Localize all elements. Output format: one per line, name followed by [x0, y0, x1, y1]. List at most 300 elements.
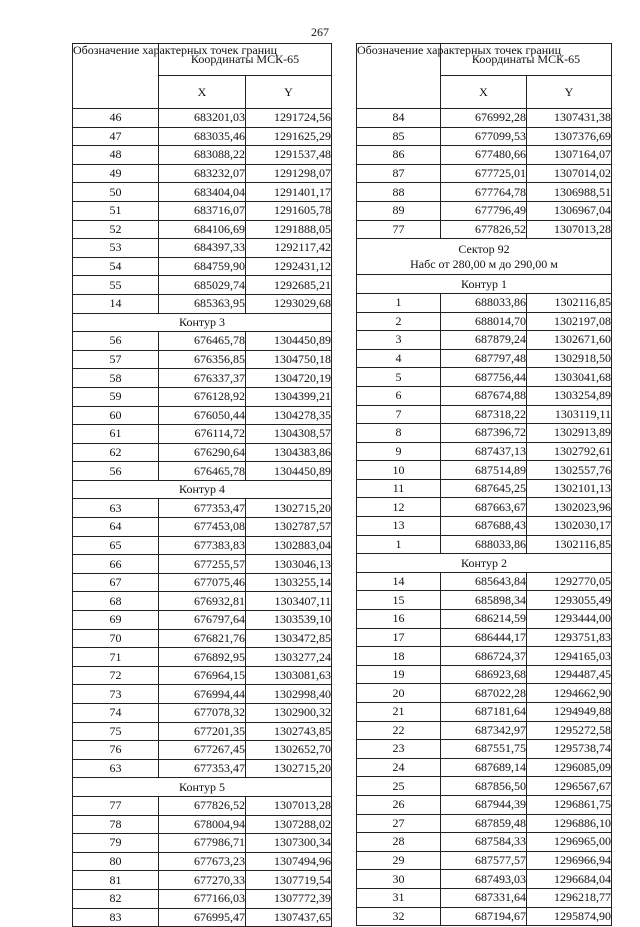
- point-number: 61: [73, 425, 159, 444]
- table-row: [357, 684, 612, 703]
- y-coordinate: 1302671,60: [527, 331, 612, 350]
- table-row: [73, 815, 332, 834]
- y-coordinate: 1304278,35: [246, 406, 332, 425]
- x-coordinate: 677673,23: [159, 852, 246, 871]
- table-row: [73, 889, 332, 908]
- y-coordinate: 1304399,21: [246, 387, 332, 406]
- point-number: 48: [73, 146, 159, 165]
- point-number: 72: [73, 666, 159, 685]
- point-number: 50: [73, 183, 159, 202]
- table-row: [357, 442, 612, 461]
- y-coordinate: 1294487,45: [527, 665, 612, 684]
- table-row: [73, 387, 332, 406]
- x-coordinate: 686923,68: [441, 665, 527, 684]
- y-coordinate: 1303255,14: [246, 573, 332, 592]
- table-row: [357, 201, 612, 220]
- y-coordinate: 1291888,05: [246, 220, 332, 239]
- table-row: [357, 591, 612, 610]
- table-row: [73, 127, 332, 146]
- contour-caption-row: [357, 554, 612, 573]
- y-coordinate: 1291724,56: [246, 109, 332, 128]
- point-number: 52: [73, 220, 159, 239]
- y-coordinate: 1291401,17: [246, 183, 332, 202]
- x-coordinate: 677078,32: [159, 704, 246, 723]
- table-row: [73, 834, 332, 853]
- point-number: 5: [357, 368, 441, 387]
- y-coordinate: 1307376,69: [527, 127, 612, 146]
- point-number: 46: [73, 109, 159, 128]
- x-coordinate: 676465,78: [159, 332, 246, 351]
- x-coordinate: 677099,53: [441, 127, 527, 146]
- table-row: [73, 722, 332, 741]
- table-row: [357, 907, 612, 926]
- point-number: 74: [73, 704, 159, 723]
- y-coordinate: 1296567,67: [527, 777, 612, 796]
- table-row: [73, 220, 332, 239]
- point-number: 66: [73, 555, 159, 574]
- point-number: 60: [73, 406, 159, 425]
- x-coordinate: 677764,78: [441, 183, 527, 202]
- y-coordinate: 1304308,57: [246, 425, 332, 444]
- table-row: [73, 369, 332, 388]
- x-coordinate: 685029,74: [159, 276, 246, 295]
- point-number: 9: [357, 442, 441, 461]
- x-coordinate: 684397,33: [159, 239, 246, 258]
- point-number: 13: [357, 517, 441, 536]
- x-coordinate: 687688,43: [441, 517, 527, 536]
- x-coordinate: 676821,76: [159, 629, 246, 648]
- y-coordinate: 1302998,40: [246, 685, 332, 704]
- point-number: 57: [73, 350, 159, 369]
- coordinates-header: Координаты МСК-65: [441, 44, 612, 76]
- x-coordinate: 676290,64: [159, 443, 246, 462]
- y-coordinate: 1296684,04: [527, 870, 612, 889]
- table-row: [73, 555, 332, 574]
- table-row: [357, 461, 612, 480]
- table-row: [357, 368, 612, 387]
- table-row: [73, 406, 332, 425]
- y-coordinate: 1291298,07: [246, 164, 332, 183]
- point-number: 8: [357, 424, 441, 443]
- y-coordinate: 1302116,85: [527, 293, 612, 312]
- x-coordinate: 687645,25: [441, 479, 527, 498]
- table-row: [357, 721, 612, 740]
- x-coordinate: 676356,85: [159, 350, 246, 369]
- x-coordinate: 676995,47: [159, 908, 246, 927]
- contour-caption: Контур 4: [73, 480, 332, 499]
- y-coordinate: 1302715,20: [246, 499, 332, 518]
- point-number: 20: [357, 684, 441, 703]
- sector-caption-line: Сектор 92: [458, 241, 510, 256]
- table-row: [357, 888, 612, 907]
- point-number: 88: [357, 183, 441, 202]
- table-row: [73, 852, 332, 871]
- table-row: [357, 851, 612, 870]
- y-column-header: Y: [246, 76, 332, 109]
- x-coordinate: 677796,49: [441, 201, 527, 220]
- point-number: 12: [357, 498, 441, 517]
- point-number: 77: [73, 796, 159, 815]
- y-coordinate: 1302787,57: [246, 518, 332, 537]
- y-coordinate: 1302197,08: [527, 312, 612, 331]
- table-row: [73, 425, 332, 444]
- y-coordinate: 1303277,24: [246, 648, 332, 667]
- x-coordinate: 677353,47: [159, 499, 246, 518]
- y-coordinate: 1303407,11: [246, 592, 332, 611]
- coordinates-table-right: [356, 43, 612, 926]
- table-row: [357, 665, 612, 684]
- table-row: [357, 814, 612, 833]
- point-number: 79: [73, 834, 159, 853]
- y-coordinate: 1295874,90: [527, 907, 612, 926]
- y-coordinate: 1302652,70: [246, 741, 332, 760]
- table-row: [73, 443, 332, 462]
- y-coordinate: 1294662,90: [527, 684, 612, 703]
- point-designation-header: Обозначение характерных точек границ: [73, 44, 159, 109]
- x-coordinate: 677383,83: [159, 536, 246, 555]
- table-row: [73, 332, 332, 351]
- x-coordinate: 688033,86: [441, 535, 527, 554]
- table-row: [357, 127, 612, 146]
- x-coordinate: 677826,52: [441, 220, 527, 239]
- x-coordinate: 683035,46: [159, 127, 246, 146]
- y-coordinate: 1302715,20: [246, 759, 332, 778]
- table-row: [73, 759, 332, 778]
- point-number: 2: [357, 312, 441, 331]
- y-coordinate: 1294949,88: [527, 703, 612, 722]
- table-row: [357, 628, 612, 647]
- x-coordinate: 687318,22: [441, 405, 527, 424]
- y-coordinate: 1302116,85: [527, 535, 612, 554]
- y-coordinate: 1303472,85: [246, 629, 332, 648]
- point-number: 64: [73, 518, 159, 537]
- x-column-header: X: [441, 76, 527, 109]
- y-coordinate: 1306967,04: [527, 201, 612, 220]
- y-coordinate: 1307772,39: [246, 889, 332, 908]
- table-row: [357, 405, 612, 424]
- table-row: [73, 294, 332, 313]
- x-coordinate: 686214,59: [441, 610, 527, 629]
- contour-caption-row: [73, 778, 332, 797]
- y-coordinate: 1292685,21: [246, 276, 332, 295]
- point-number: 28: [357, 833, 441, 852]
- x-coordinate: 685363,95: [159, 294, 246, 313]
- y-coordinate: 1307288,02: [246, 815, 332, 834]
- x-coordinate: 677725,01: [441, 164, 527, 183]
- x-coordinate: 676797,64: [159, 611, 246, 630]
- point-number: 30: [357, 870, 441, 889]
- x-coordinate: 683088,22: [159, 146, 246, 165]
- x-coordinate: 686724,37: [441, 647, 527, 666]
- point-number: 18: [357, 647, 441, 666]
- table-row: [357, 795, 612, 814]
- x-column-header: X: [159, 76, 246, 109]
- x-coordinate: 677826,52: [159, 796, 246, 815]
- x-coordinate: 685898,34: [441, 591, 527, 610]
- table-row: [73, 257, 332, 276]
- point-number: 15: [357, 591, 441, 610]
- y-coordinate: 1303254,89: [527, 386, 612, 405]
- x-coordinate: 677270,33: [159, 871, 246, 890]
- x-coordinate: 687756,44: [441, 368, 527, 387]
- x-coordinate: 687879,24: [441, 331, 527, 350]
- table-row: [73, 629, 332, 648]
- y-coordinate: 1303046,13: [246, 555, 332, 574]
- y-coordinate: 1304720,19: [246, 369, 332, 388]
- y-coordinate: 1307164,07: [527, 146, 612, 165]
- point-number: 86: [357, 146, 441, 165]
- point-number: 11: [357, 479, 441, 498]
- y-coordinate: 1302883,04: [246, 536, 332, 555]
- y-coordinate: 1293055,49: [527, 591, 612, 610]
- x-coordinate: 687493,03: [441, 870, 527, 889]
- point-number: 49: [73, 164, 159, 183]
- x-coordinate: 687944,39: [441, 795, 527, 814]
- point-number: 67: [73, 573, 159, 592]
- point-number: 24: [357, 758, 441, 777]
- table-row: [357, 312, 612, 331]
- x-coordinate: 685643,84: [441, 572, 527, 591]
- y-coordinate: 1296218,77: [527, 888, 612, 907]
- x-coordinate: 677075,46: [159, 573, 246, 592]
- x-coordinate: 687181,64: [441, 703, 527, 722]
- x-coordinate: 677353,47: [159, 759, 246, 778]
- point-number: 78: [73, 815, 159, 834]
- table-row: [73, 164, 332, 183]
- point-designation-header: Обозначение характерных точек границ: [357, 44, 441, 109]
- table-row: [73, 685, 332, 704]
- x-coordinate: 687514,89: [441, 461, 527, 480]
- contour-caption: Контур 1: [357, 275, 612, 294]
- y-coordinate: 1302023,96: [527, 498, 612, 517]
- x-coordinate: 687342,97: [441, 721, 527, 740]
- table-row: [357, 610, 612, 629]
- sector-row: [357, 239, 612, 275]
- point-number: 71: [73, 648, 159, 667]
- contour-caption-row: [357, 275, 612, 294]
- y-coordinate: 1295738,74: [527, 740, 612, 759]
- y-coordinate: 1307013,28: [246, 796, 332, 815]
- y-coordinate: 1291605,78: [246, 201, 332, 220]
- y-coordinate: 1294165,03: [527, 647, 612, 666]
- y-coordinate: 1293444,00: [527, 610, 612, 629]
- point-number: 56: [73, 462, 159, 481]
- x-coordinate: 677453,08: [159, 518, 246, 537]
- table-row: [73, 611, 332, 630]
- x-coordinate: 676337,37: [159, 369, 246, 388]
- y-coordinate: 1304383,86: [246, 443, 332, 462]
- y-coordinate: 1291625,29: [246, 127, 332, 146]
- y-coordinate: 1303539,10: [246, 611, 332, 630]
- table-row: [357, 293, 612, 312]
- x-coordinate: 684106,69: [159, 220, 246, 239]
- table-row: [73, 741, 332, 760]
- point-number: 51: [73, 201, 159, 220]
- x-coordinate: 678004,94: [159, 815, 246, 834]
- x-coordinate: 688014,70: [441, 312, 527, 331]
- x-coordinate: 687022,28: [441, 684, 527, 703]
- table-row: [357, 703, 612, 722]
- table-row: [73, 462, 332, 481]
- table-row: [73, 648, 332, 667]
- y-coordinate: 1293029,68: [246, 294, 332, 313]
- y-coordinate: 1302743,85: [246, 722, 332, 741]
- coordinates-table-left: [72, 43, 332, 927]
- x-coordinate: 676465,78: [159, 462, 246, 481]
- x-coordinate: 677267,45: [159, 741, 246, 760]
- x-coordinate: 687797,48: [441, 349, 527, 368]
- table-row: [73, 536, 332, 555]
- point-number: 59: [73, 387, 159, 406]
- table-row: [73, 518, 332, 537]
- point-number: 76: [73, 741, 159, 760]
- x-coordinate: 676964,15: [159, 666, 246, 685]
- table-row: [357, 164, 612, 183]
- point-number: 10: [357, 461, 441, 480]
- point-number: 73: [73, 685, 159, 704]
- x-coordinate: 676932,81: [159, 592, 246, 611]
- table-row: [73, 239, 332, 258]
- x-coordinate: 676050,44: [159, 406, 246, 425]
- x-coordinate: 677480,66: [441, 146, 527, 165]
- table-row: [357, 833, 612, 852]
- table-row: [73, 350, 332, 369]
- y-coordinate: 1296861,75: [527, 795, 612, 814]
- table-row: [357, 386, 612, 405]
- x-coordinate: 687331,64: [441, 888, 527, 907]
- point-number: 6: [357, 386, 441, 405]
- table-row: [73, 499, 332, 518]
- y-coordinate: 1304450,89: [246, 332, 332, 351]
- sector-caption-line: Набс от 280,00 м до 290,00 м: [410, 256, 558, 271]
- point-number: 84: [357, 109, 441, 128]
- point-number: 47: [73, 127, 159, 146]
- point-number: 89: [357, 201, 441, 220]
- table-row: [357, 220, 612, 239]
- point-number: 83: [73, 908, 159, 927]
- point-number: 81: [73, 871, 159, 890]
- table-row: [357, 349, 612, 368]
- y-coordinate: 1307300,34: [246, 834, 332, 853]
- y-coordinate: 1291537,48: [246, 146, 332, 165]
- y-coordinate: 1296886,10: [527, 814, 612, 833]
- contour-caption: Контур 5: [73, 778, 332, 797]
- point-number: 27: [357, 814, 441, 833]
- x-coordinate: 677166,03: [159, 889, 246, 908]
- point-number: 65: [73, 536, 159, 555]
- point-number: 26: [357, 795, 441, 814]
- point-number: 25: [357, 777, 441, 796]
- point-number: 29: [357, 851, 441, 870]
- contour-caption-row: [73, 313, 332, 332]
- point-number: 58: [73, 369, 159, 388]
- point-number: 19: [357, 665, 441, 684]
- x-coordinate: 684759,90: [159, 257, 246, 276]
- point-number: 70: [73, 629, 159, 648]
- y-coordinate: 1307431,38: [527, 109, 612, 128]
- point-number: 53: [73, 239, 159, 258]
- point-number: 63: [73, 759, 159, 778]
- x-coordinate: 687856,50: [441, 777, 527, 796]
- point-number: 1: [357, 535, 441, 554]
- table-right-body: [357, 109, 612, 926]
- y-coordinate: 1302900,32: [246, 704, 332, 723]
- y-coordinate: 1306988,51: [527, 183, 612, 202]
- point-number: 82: [73, 889, 159, 908]
- point-number: 55: [73, 276, 159, 295]
- point-number: 63: [73, 499, 159, 518]
- table-row: [73, 146, 332, 165]
- table-row: [357, 424, 612, 443]
- table-left-body: [73, 109, 332, 927]
- x-coordinate: 676994,44: [159, 685, 246, 704]
- y-coordinate: 1304450,89: [246, 462, 332, 481]
- y-coordinate: 1302030,17: [527, 517, 612, 536]
- table-row: [73, 201, 332, 220]
- x-coordinate: 683201,03: [159, 109, 246, 128]
- table-row: [357, 535, 612, 554]
- x-coordinate: 687551,75: [441, 740, 527, 759]
- x-coordinate: 676128,92: [159, 387, 246, 406]
- x-coordinate: 683232,07: [159, 164, 246, 183]
- x-coordinate: 683404,04: [159, 183, 246, 202]
- point-number: 32: [357, 907, 441, 926]
- y-coordinate: 1307437,65: [246, 908, 332, 927]
- table-row: [73, 183, 332, 202]
- sector-caption: [357, 239, 612, 275]
- y-coordinate: 1303119,11: [527, 405, 612, 424]
- x-coordinate: 687194,67: [441, 907, 527, 926]
- point-number: 62: [73, 443, 159, 462]
- table-row: [73, 592, 332, 611]
- point-number: 14: [357, 572, 441, 591]
- y-coordinate: 1292117,42: [246, 239, 332, 258]
- point-number: 68: [73, 592, 159, 611]
- x-coordinate: 683716,07: [159, 201, 246, 220]
- point-number: 77: [357, 220, 441, 239]
- y-coordinate: 1307719,54: [246, 871, 332, 890]
- table-row: [357, 517, 612, 536]
- table-row: [357, 183, 612, 202]
- point-number: 7: [357, 405, 441, 424]
- x-coordinate: 688033,86: [441, 293, 527, 312]
- x-coordinate: 687584,33: [441, 833, 527, 852]
- point-number: 85: [357, 127, 441, 146]
- x-coordinate: 676992,28: [441, 109, 527, 128]
- x-coordinate: 687674,88: [441, 386, 527, 405]
- table-row: [357, 647, 612, 666]
- y-coordinate: 1302792,61: [527, 442, 612, 461]
- y-coordinate: 1293751,83: [527, 628, 612, 647]
- y-coordinate: 1296965,00: [527, 833, 612, 852]
- x-coordinate: 686444,17: [441, 628, 527, 647]
- y-coordinate: 1302101,13: [527, 479, 612, 498]
- table-row: [357, 740, 612, 759]
- table-row: [73, 573, 332, 592]
- y-coordinate: 1302918,50: [527, 349, 612, 368]
- point-number: 23: [357, 740, 441, 759]
- x-coordinate: 687396,72: [441, 424, 527, 443]
- point-number: 75: [73, 722, 159, 741]
- table-row: [73, 109, 332, 128]
- contour-caption: Контур 3: [73, 313, 332, 332]
- contour-caption-row: [73, 480, 332, 499]
- y-coordinate: 1303081,63: [246, 666, 332, 685]
- table-row: [357, 479, 612, 498]
- table-row: [73, 908, 332, 927]
- y-coordinate: 1296085,09: [527, 758, 612, 777]
- table-row: [357, 758, 612, 777]
